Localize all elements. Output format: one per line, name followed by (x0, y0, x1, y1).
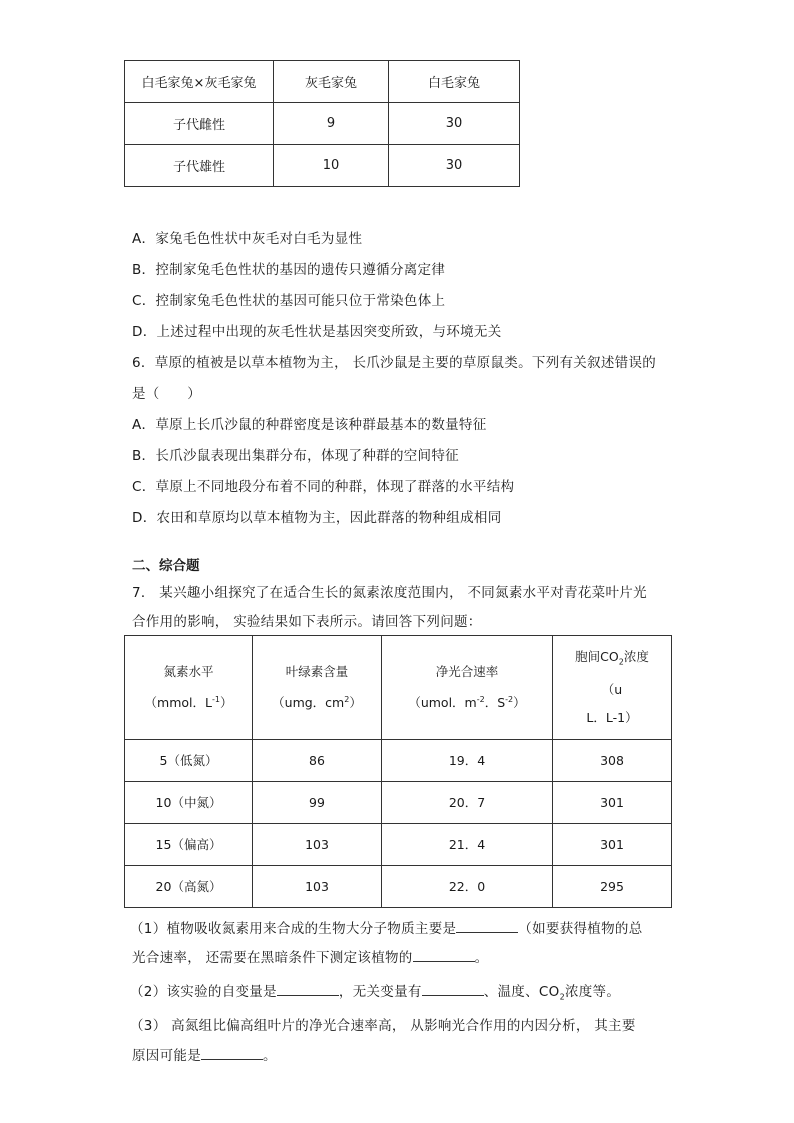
header-name: 氮素水平 (163, 663, 214, 679)
table-header-row (125, 636, 672, 740)
table-cell: 295 (553, 866, 672, 908)
table-cell: 15（偏高） (125, 824, 253, 866)
table-cell: 30 (389, 145, 520, 187)
table-cell: 子代雄性 (125, 145, 274, 187)
table-cell: 308 (553, 740, 672, 782)
table-cell: 5（低氮） (125, 740, 253, 782)
table-cell: 99 (253, 782, 382, 824)
sub-question-1-cont: 光合速率， 还需要在黑暗条件下测定该植物的 。 (132, 950, 489, 966)
nitrogen-photosynthesis-table (124, 635, 672, 908)
table-row (125, 740, 672, 782)
table-row (125, 103, 520, 145)
table-header-cell (125, 636, 253, 740)
table-cell: 10 (274, 145, 389, 187)
header-unit: （umg．$cm^2$） (272, 694, 362, 711)
table-header-cell: 白毛家兔×灰毛家兔 (125, 61, 274, 103)
section-title: 二、综合题 (132, 558, 200, 574)
option-d: D．农田和草原均以草本植物为主，因此群落的物种组成相同 (132, 510, 502, 526)
header-name: 净光合速率 (435, 663, 499, 679)
table-cell: 20．7 (382, 782, 553, 824)
header-unit: （mmol．$L^{-1}$） (144, 694, 233, 711)
option-c: C．草原上不同地段分布着不同的种群，体现了群落的水平结构 (132, 479, 515, 495)
table-cell: 301 (553, 824, 672, 866)
table-row (125, 824, 672, 866)
table-row (125, 866, 672, 908)
table-header-cell: 白毛家兔 (389, 61, 520, 103)
option-a: A．草原上长爪沙鼠的种群密度是该种群最基本的数量特征 (132, 417, 487, 433)
table-header-cell (253, 636, 382, 740)
option-a: A．家兔毛色性状中灰毛对白毛为显性 (132, 231, 363, 247)
sub-question-3-cont: 原因可能是 。 (132, 1048, 277, 1064)
table-cell: 20（高氮） (125, 866, 253, 908)
table-cell: 103 (253, 866, 382, 908)
option-b: B．长爪沙鼠表现出集群分布，体现了种群的空间特征 (132, 448, 459, 464)
header-unit: （u (601, 682, 623, 698)
table-cell: 301 (553, 782, 672, 824)
table-cell: 86 (253, 740, 382, 782)
table-row (125, 145, 520, 187)
answer-blank[interactable] (413, 949, 475, 962)
table-cell: 10（中氮） (125, 782, 253, 824)
header-unit: L．L-1） (586, 710, 638, 726)
table-header-cell: 灰毛家兔 (274, 61, 389, 103)
sub-question-3: （3） 高氮组比偏高组叶片的净光合速率高， 从影响光合作用的内因分析， 其主要 (130, 1018, 636, 1034)
rabbit-cross-table (124, 60, 520, 187)
table-cell: 30 (389, 103, 520, 145)
table-cell: 子代雌性 (125, 103, 274, 145)
table-cell: 9 (274, 103, 389, 145)
table-cell: 22．0 (382, 866, 553, 908)
table-cell: 103 (253, 824, 382, 866)
answer-blank[interactable] (456, 920, 518, 933)
question-stem: 6．草原的植被是以草本植物为主， 长爪沙鼠是主要的草原鼠类。下列有关叙述错误的 (132, 355, 657, 371)
option-b: B．控制家兔毛色性状的基因的遗传只遵循分离定律 (132, 262, 446, 278)
header-name: 叶绿素含量 (285, 663, 349, 679)
answer-blank[interactable] (201, 1047, 263, 1060)
question-stem: 7． 某兴趣小组探究了在适合生长的氮素浓度范围内， 不同氮素水平对青花菜叶片光 (132, 585, 647, 601)
table-header-cell (553, 636, 672, 740)
header-name: 胞间$CO_2$浓度 (575, 648, 649, 667)
answer-blank[interactable] (422, 983, 484, 996)
table-header-row (125, 61, 520, 103)
table-row (125, 782, 672, 824)
question-stem: 合作用的影响， 实验结果如下表所示。请回答下列问题： (132, 614, 482, 630)
question-stem: 是（ ） (132, 386, 201, 402)
answer-blank[interactable] (277, 983, 339, 996)
sub-question-1: （1）植物吸收氮素用来合成的生物大分子物质主要是 （如要获得植物的总 (130, 921, 643, 937)
table-cell: 21．4 (382, 824, 553, 866)
option-c: C．控制家兔毛色性状的基因可能只位于常染色体上 (132, 293, 446, 309)
header-unit: （umol．$m^{-2}$．$S^{-2}$） (408, 694, 526, 711)
sub-question-2: （2）该实验的自变量是 ，无关变量有 、温度、$CO_2$浓度等。 (130, 984, 621, 1002)
table-cell: 19．4 (382, 740, 553, 782)
option-d: D．上述过程中出现的灰毛性状是基因突变所致，与环境无关 (132, 324, 502, 340)
table-header-cell (382, 636, 553, 740)
